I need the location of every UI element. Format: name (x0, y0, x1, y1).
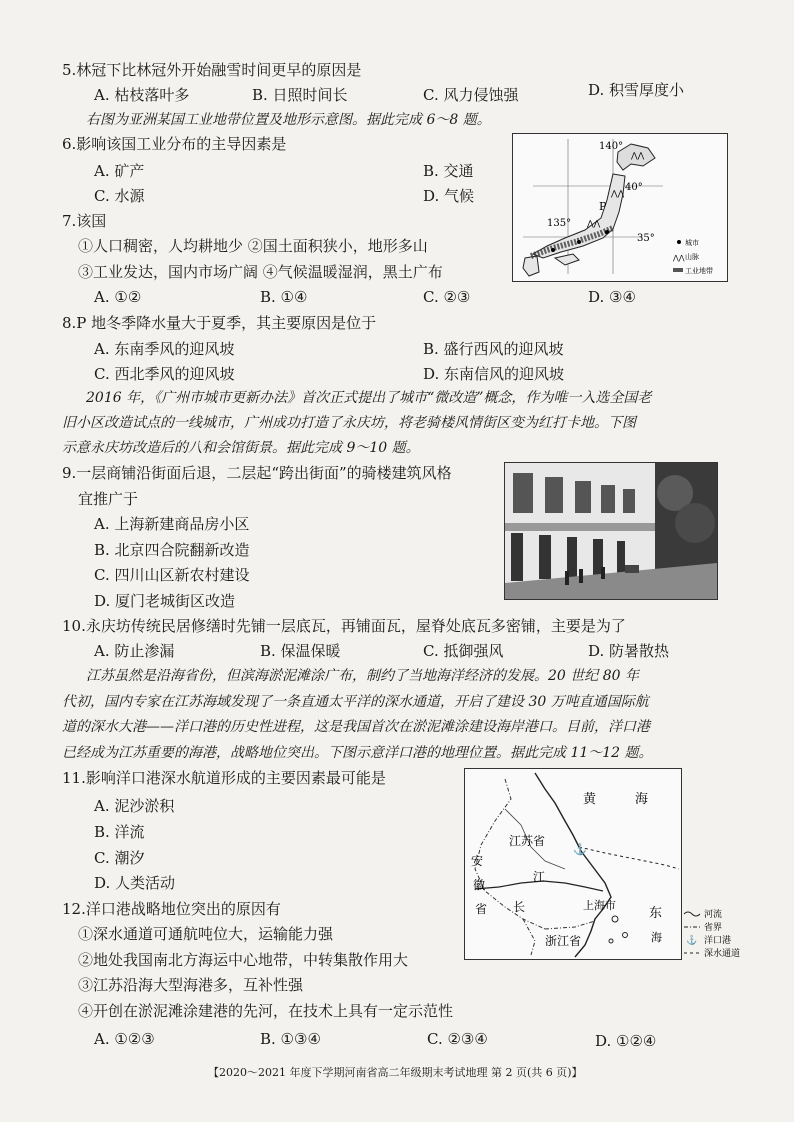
legend-port-symbol: ⚓ (686, 936, 698, 946)
label-hui: 徽 (473, 878, 486, 892)
label-hai-east: 海 (651, 931, 662, 944)
legend-port: 洋口港 (704, 936, 732, 946)
label-35: 35° (637, 233, 655, 244)
label-sheng: 省 (475, 902, 488, 916)
q12-option-c: C. ②③④ (427, 1030, 488, 1048)
port-anchor-icon: ⚓ (573, 843, 587, 856)
label-hai: 海 (635, 792, 649, 807)
question-11-stem: 11.影响洋口港深水航道形成的主要因素最可能是 (62, 769, 386, 787)
question-7-stem: 7.该国 (62, 212, 107, 230)
yangkou-map-drawing (465, 769, 681, 959)
label-135: 135° (547, 218, 572, 229)
honshu-island (533, 174, 625, 258)
q5-option-c: C. 风力侵蚀强 (423, 86, 519, 104)
label-40: 40° (625, 182, 643, 193)
label-chang: 长 (513, 900, 526, 914)
q7-option-d: D. ③④ (588, 288, 636, 306)
question-9-stem-line-1: 9.一层商铺沿街面后退，二层起“跨出街面”的骑楼建筑风格 (62, 464, 452, 482)
passage-3-line-2: 代初，国内专家在江苏海域发现了一条直通太平洋的深水通道，开启了建设 30 万吨直通国际航 (62, 694, 649, 710)
shikoku-island (555, 254, 579, 265)
legend-mountain-symbol: ⋀⋀ (673, 254, 685, 262)
label-140: 140° (599, 141, 624, 152)
q6-option-c: C. 水源 (94, 187, 145, 205)
label-p: P (599, 200, 607, 213)
province-boundary (545, 921, 595, 929)
q6-option-b: B. 交通 (423, 162, 474, 180)
q7-statement-line-1: ①人口稠密，人均耕地少 ②国土面积狭小，地形多山 (78, 237, 428, 255)
label-zhejiang: 浙江省 (545, 934, 582, 948)
q12-option-a: A. ①②③ (94, 1030, 155, 1048)
city-dot (551, 248, 555, 252)
q8-option-c: C. 西北季风的迎风坡 (94, 365, 235, 383)
q12-option-b: B. ①③④ (260, 1030, 321, 1048)
mountain-symbol: ⋀⋀ (611, 189, 625, 198)
question-10-stem: 10.永庆坊传统民居修缮时先铺一层底瓦，再铺面瓦，屋脊处底瓦多密铺，主要是为了 (62, 617, 626, 635)
question-9-stem-line-2: 宜推广于 (78, 490, 139, 508)
q11-option-b: B. 洋流 (94, 823, 145, 841)
q7-option-c: C. ②③ (423, 288, 471, 306)
question-5-stem: 5.林冠下比林冠外开始融雪时间更早的原因是 (62, 61, 362, 79)
q8-option-d: D. 东南信风的迎风坡 (423, 365, 565, 383)
q10-option-a: A. 防止渗漏 (94, 642, 175, 660)
passage-2-line-1: 2016 年，《广州市城市更新办法》首次正式提出了城市“微改造”概念，作为唯一入选全国老 (86, 390, 652, 406)
kyushu-island (523, 256, 539, 276)
city-dot (577, 240, 581, 244)
legend-river: 河流 (704, 910, 723, 920)
street-photo (504, 462, 718, 600)
passage-3-line-1: 江苏虽然是沿海省份，但滨海淤泥滩涂广布，制约了当地海洋经济的发展。20 世纪 80 年 (86, 668, 639, 684)
q10-option-b: B. 保温保暖 (260, 642, 341, 660)
intro-6-8: 右图为亚洲某国工业地带位置及地形示意图。据此完成 6～8 题。 (86, 112, 491, 128)
street-photo-drawing (505, 463, 717, 599)
question-12-stem: 12.洋口港战略地位突出的原因有 (62, 900, 281, 918)
q12-statement-3: ③江苏沿海大型海港多，互补性强 (78, 976, 304, 994)
question-8-stem: 8.P 地冬季降水量大于夏季，其主要原因是位于 (62, 314, 377, 332)
label-an: 安 (471, 854, 484, 868)
q9-option-d: D. 厦门老城街区改造 (94, 592, 236, 610)
island (609, 939, 613, 943)
label-huang: 黄 (583, 792, 597, 807)
q5-option-b: B. 日照时间长 (252, 86, 348, 104)
q11-option-c: C. 潮汐 (94, 849, 145, 867)
q12-option-d: D. ①②④ (595, 1032, 657, 1050)
q6-option-d: D. 气候 (423, 187, 475, 205)
legend-city: 城市 (685, 239, 699, 247)
passage-3-line-3: 道的深水大港——洋口港的历史性进程，这是我国首次在淤泥滩涂建设海岸港口。目前，洋口港 (62, 719, 650, 735)
q8-option-b: B. 盛行西风的迎风坡 (423, 340, 564, 358)
japan-industry-map (512, 133, 728, 282)
q7-option-a: A. ①② (94, 288, 142, 306)
province-boundary (523, 919, 535, 955)
passage-2-line-2: 旧小区改造试点的一线城市，广州成功打造了永庆坊，将老骑楼风情街区变为红打卡地。下图 (62, 415, 636, 431)
label-dong: 东 (649, 906, 663, 921)
legend-industry: 工业地带 (685, 267, 713, 275)
q5-option-d: D. 积雪厚度小 (588, 81, 685, 99)
island (612, 916, 618, 922)
q7-statement-line-2: ③工业发达，国内市场广阔 ④气候温暖湿润，黑土广布 (78, 263, 443, 281)
legend-mountain: 山脉 (685, 253, 699, 261)
deep-water-channel (579, 847, 679, 869)
q11-option-d: D. 人类活动 (94, 874, 176, 892)
legend-city-symbol (677, 240, 681, 244)
q6-option-a: A. 矿产 (94, 162, 145, 180)
question-6-stem: 6.影响该国工业分布的主导因素是 (62, 135, 287, 153)
city-dot (605, 230, 609, 234)
label-jiang: 江 (533, 870, 546, 884)
q5-option-a: A. 枯枝落叶多 (94, 86, 190, 104)
island (623, 933, 628, 938)
japan-map-drawing (513, 134, 727, 281)
q8-option-a: A. 东南季风的迎风坡 (94, 340, 235, 358)
label-shanghai: 上海市 (583, 899, 616, 912)
yangkou-map-legend (682, 906, 762, 962)
legend-industry-symbol (673, 268, 683, 272)
label-jiangsu: 江苏省 (509, 834, 546, 848)
passage-3-line-4: 已经成为江苏重要的海港，战略地位突出。下图示意洋口港的地理位置。据此完成 11～12 题。 (62, 745, 653, 761)
mountain-symbol: ⋀⋀ (587, 219, 601, 228)
q7-option-b: B. ①④ (260, 288, 308, 306)
page-footer: 【2020～2021 年度下学期河南省高二年级期末考试地理 第 2 页(共 6 页)】 (208, 1066, 583, 1079)
legend-channel: 深水通道 (704, 949, 741, 959)
q12-statement-1: ①深水通道可通航吨位大，运输能力强 (78, 925, 334, 943)
q11-option-a: A. 泥沙淤积 (94, 797, 175, 815)
q9-option-a: A. 上海新建商品房小区 (94, 515, 250, 533)
mountain-symbol: ⋀⋀ (631, 151, 645, 160)
q12-statement-4: ④开创在淤泥滩涂建港的先河，在技术上具有一定示范性 (78, 1002, 454, 1020)
yangkou-port-map (464, 768, 682, 960)
legend-river-symbol (684, 912, 700, 916)
q9-option-c: C. 四川山区新农村建设 (94, 566, 250, 584)
passage-2-line-3: 示意永庆坊改造后的八和会馆街景。据此完成 9～10 题。 (62, 440, 420, 456)
q10-option-c: C. 抵御强风 (423, 642, 504, 660)
legend-boundary: 省界 (704, 923, 723, 933)
q9-option-b: B. 北京四合院翻新改造 (94, 541, 250, 559)
q10-option-d: D. 防暑散热 (588, 642, 670, 660)
q12-statement-2: ②地处我国南北方海运中心地带，中转集散作用大 (78, 951, 409, 969)
